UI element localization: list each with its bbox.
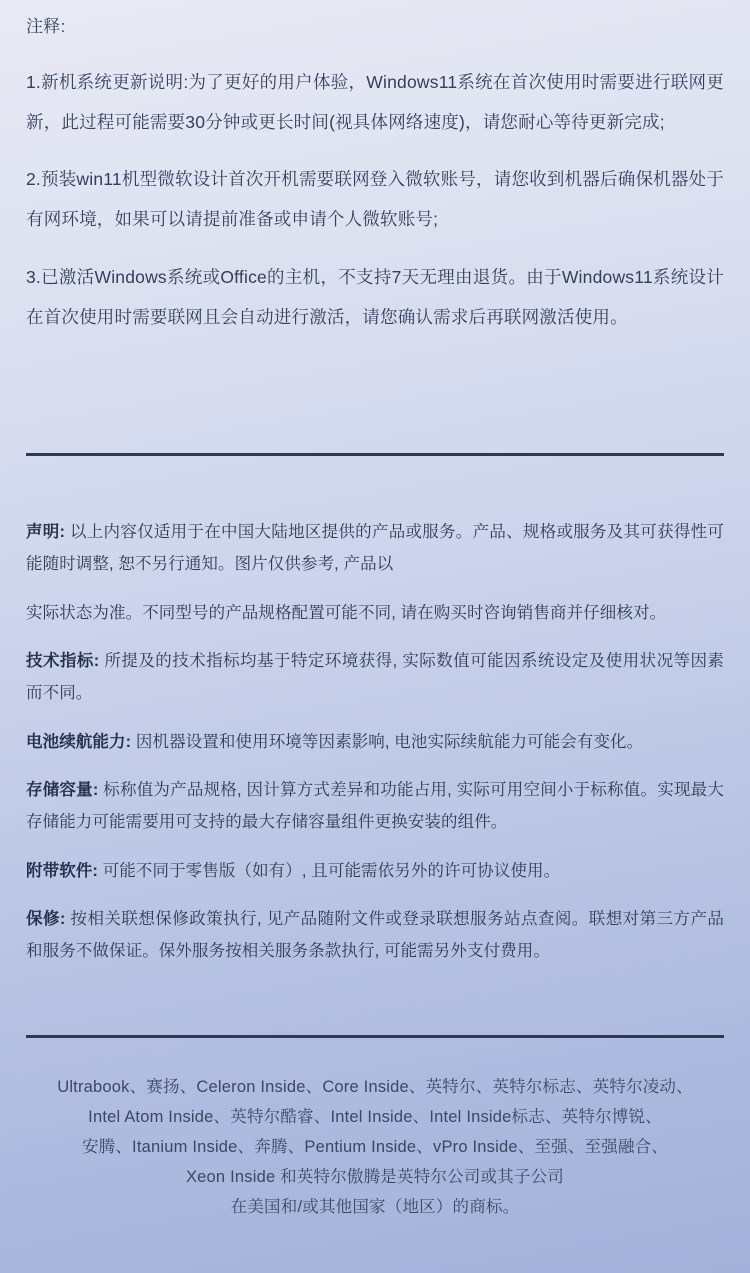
statement-text-declaration-cont: 实际状态为准。不同型号的产品规格配置可能不同, 请在购买时咨询销售商并仔细核对。 <box>26 603 667 622</box>
statement-text-tech-spec: 所提及的技术指标均基于特定环境获得, 实际数值可能因系统设定及使用状况等因素而不同。 <box>26 652 725 702</box>
intel-trademark-line-2: Intel Atom Inside、英特尔酷睿、Intel Inside、Intel Inside标志、英特尔博锐、 <box>88 1108 662 1126</box>
statement-row-storage <box>26 774 724 838</box>
statement-row-warranty <box>26 903 724 967</box>
statement-label-software: 附带软件: <box>26 861 98 880</box>
statement-text-storage: 标称值为产品规格, 因计算方式差异和功能占用, 实际可用空间小于标称值。实现最大存储能力可能需要用可支持的最大存储容量组件更换安装的组件。 <box>26 781 724 831</box>
statement-label-storage: 存储容量: <box>26 781 99 799</box>
note-item-2: 2.预装win11机型微软设计首次开机需要联网登入微软账号，请您收到机器后确保机器处于有网环境，如果可以请提前准备或申请个人微软账号; <box>26 169 724 229</box>
statement-row-tech-spec <box>26 645 724 709</box>
statement-label-declaration: 声明: <box>26 523 66 541</box>
note-item-3: 3.已激活Windows系统或Office的主机，不支持7天无理由退货。由于Windows11系统设计在首次使用时需要联网且会自动进行激活，请您确认需求后再联网激活使用。 <box>26 266 724 327</box>
statement-text-software: 可能不同于零售版（如有）, 且可能需依另外的许可协议使用。 <box>102 861 561 880</box>
statement-text-battery: 因机器设置和使用环境等因素影响, 电池实际续航能力可能会有变化。 <box>135 732 644 751</box>
statement-row-declaration-cont <box>26 597 724 629</box>
intel-trademark-section <box>26 1038 724 1222</box>
statement-row-software <box>26 855 724 887</box>
intel-trademark-line-3: 安腾、Itanium Inside、奔腾、Pentium Inside、vPro Inside、至强、至强融合、 <box>81 1138 669 1156</box>
statement-section <box>26 456 724 968</box>
statement-row-declaration <box>26 516 724 580</box>
statement-text-declaration: 以上内容仅适用于在中国大陆地区提供的产品或服务。产品、规格或服务及其可获得性可能随时调整, 恕不另行通知。图片仅供参考, 产品以 <box>26 523 725 573</box>
statement-row-battery <box>26 726 724 758</box>
statement-label-battery: 电池续航能力: <box>26 732 132 751</box>
notes-title: 注释: <box>26 17 66 36</box>
note-item-1: 1.新机系统更新说明:为了更好的用户体验，Windows11系统在首次使用时需要进行联网更新，此过程可能需要30分钟或更长时间(视具体网络速度)，请您耐心等待更新完成; <box>26 71 724 132</box>
intel-trademark-line-1: Ultrabook、赛扬、Celeron Inside、Core Inside、英特尔、英特尔标志、英特尔凌动、 <box>57 1078 693 1096</box>
statement-text-warranty: 按相关联想保修政策执行, 见产品随附文件或登录联想服务站点查阅。联想对第三方产品和服务不做保证。保外服务按相关服务条款执行, 可能需另外支付费用。 <box>26 910 725 960</box>
statement-label-warranty: 保修: <box>26 910 66 928</box>
statement-label-tech-spec: 技术指标: <box>26 652 100 670</box>
intel-trademark-line-5: 在美国和/或其他国家（地区）的商标。 <box>230 1198 520 1216</box>
notes-section <box>26 0 724 337</box>
intel-trademark-line-4: Xeon Inside 和英特尔傲腾是英特尔公司或其子公司 <box>185 1168 565 1186</box>
